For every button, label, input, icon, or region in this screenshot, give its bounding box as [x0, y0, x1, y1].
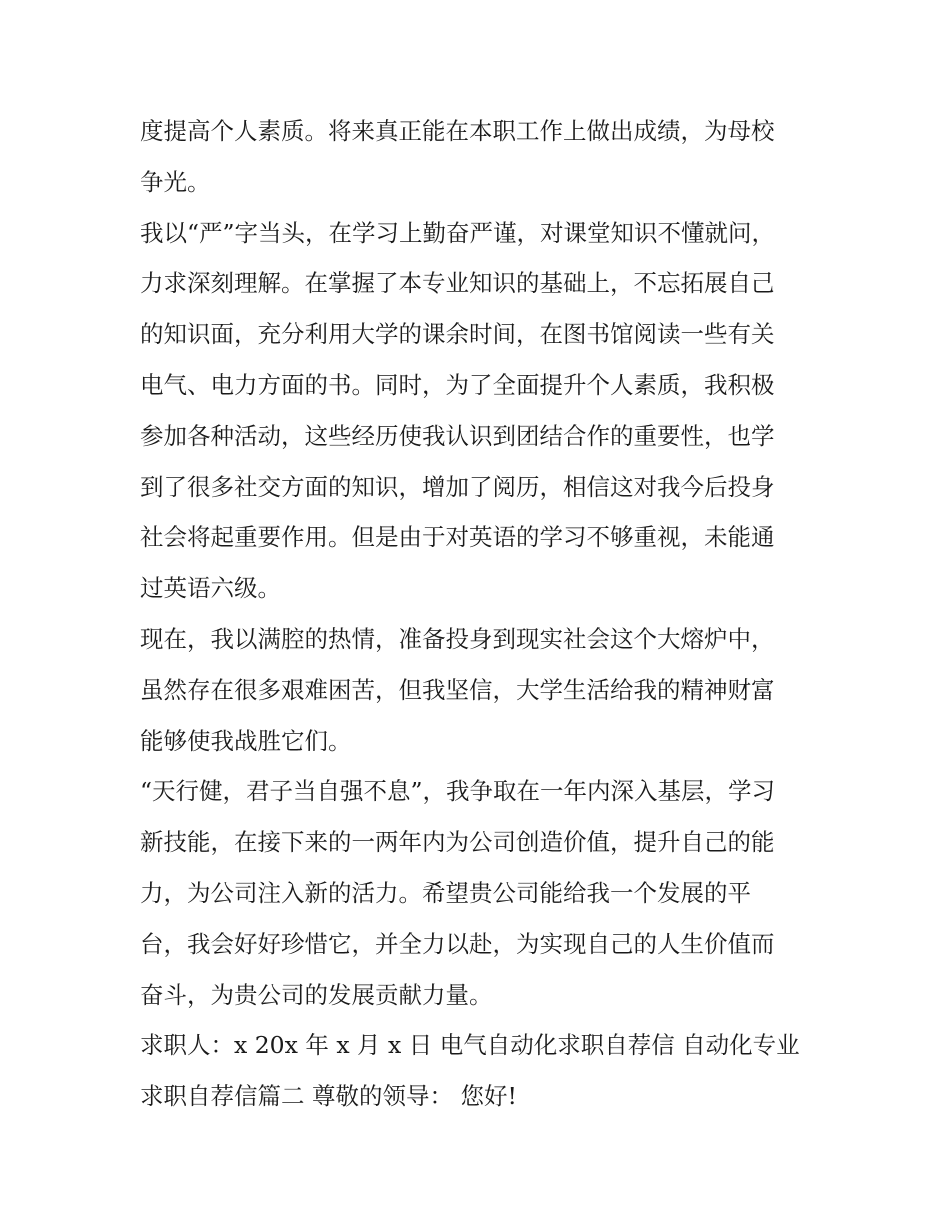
text-line: 参加各种活动，这些经历使我认识到团结合作的重要性，也学 — [140, 421, 775, 450]
text-line: 求职人：x 20x 年 x 月 x 日 电气自动化求职自荐信 自动化专业 — [140, 1031, 800, 1060]
text-line: 台，我会好好珍惜它，并全力以赴，为实现自己的人生价值而 — [140, 929, 775, 958]
text-line: 争光。 — [140, 167, 211, 196]
document-body — [140, 106, 820, 1122]
text-line: 我以“严”字当头，在学习上勤奋严谨，对课堂知识不懂就问， — [140, 218, 776, 247]
text-line: 度提高个人素质。将来真正能在本职工作上做出成绩，为母校 — [140, 117, 775, 145]
text-line: 的知识面，充分利用大学的课余时间，在图书馆阅读一些有关 — [140, 320, 775, 349]
text-line: 到了很多社交方面的知识，增加了阅历，相信这对我今后投身 — [140, 472, 775, 501]
text-line: 过英语六级。 — [140, 574, 281, 603]
text-line: 虽然存在很多艰难困苦，但我坚信，大学生活给我的精神财富 — [140, 675, 775, 704]
text-line: 奋斗，为贵公司的发展贡献力量。 — [140, 980, 493, 1009]
text-line: “天行健，君子当自强不息”，我争取在一年内深入基层，学习 — [140, 777, 776, 806]
text-line: 力求深刻理解。在掌握了本专业知识的基础上，不忘拓展自己 — [140, 269, 775, 298]
text-line: 现在，我以满腔的热情，准备投身到现实社会这个大熔炉中， — [140, 624, 775, 653]
text-line: 电气、电力方面的书。同时，为了全面提升个人素质，我积极 — [140, 370, 775, 399]
text-line: 能够使我战胜它们。 — [140, 726, 352, 755]
text-line: 求职自荐信篇二 尊敬的领导： 您好! — [140, 1082, 517, 1111]
text-line: 力，为公司注入新的活力。希望贵公司能给我一个发展的平 — [140, 878, 751, 907]
text-line: 社会将起重要作用。但是由于对英语的学习不够重视，未能通 — [140, 523, 775, 552]
text-line: 新技能，在接下来的一两年内为公司创造价值，提升自己的能 — [140, 828, 775, 857]
